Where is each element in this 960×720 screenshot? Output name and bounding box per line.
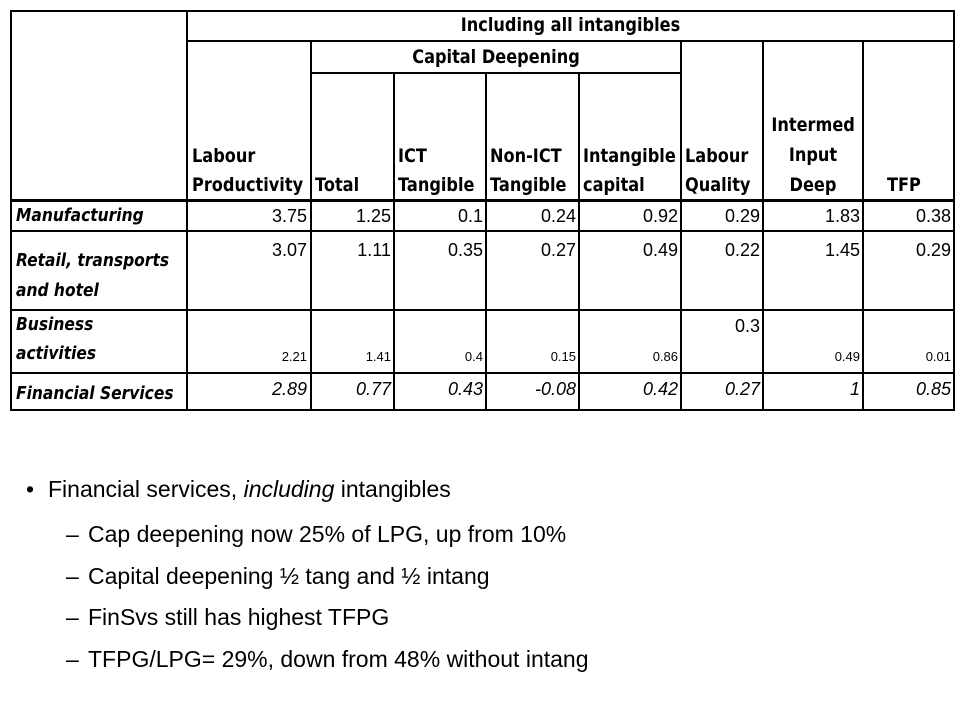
subgroup-header-rule — [310, 72, 680, 74]
table-cell: 0.43 — [447, 379, 483, 399]
row-label: Business — [16, 314, 94, 335]
sub-bullet-dash: – — [66, 521, 79, 547]
table-cell: 1.41 — [365, 349, 391, 364]
table-cell: 1 — [849, 379, 860, 399]
table-cell: 2.21 — [281, 349, 307, 364]
bullet-main-post: intangibles — [334, 476, 451, 502]
table-cell: 0.1 — [457, 206, 483, 226]
column-divider — [393, 72, 395, 411]
table-cell: 1.83 — [824, 206, 860, 226]
sub-bullet: Cap deepening now 25% of LPG, up from 10% — [88, 521, 567, 547]
column-divider — [862, 40, 864, 411]
group-header-rule — [186, 40, 955, 42]
column-header-line1: ICT — [398, 145, 427, 167]
bullet-main — [48, 472, 451, 506]
column-divider — [578, 72, 580, 411]
column-header-line2: capital — [583, 174, 645, 196]
column-header-line2: Deep — [789, 174, 837, 196]
column-header-line2: Tangible — [490, 174, 567, 196]
column-header-line1: Intangible — [583, 145, 676, 167]
table-cell: 0.35 — [447, 240, 483, 260]
table-cell: 0.27 — [724, 379, 760, 399]
table-border-bottom — [10, 409, 955, 411]
column-header-line0: Intermed — [771, 114, 855, 136]
table-cell: 1.11 — [357, 240, 391, 260]
row-rule-2 — [10, 309, 955, 311]
bullet-main-emphasis: including — [243, 476, 335, 502]
table-cell: 0.29 — [915, 240, 951, 260]
bullet-dot: • — [26, 476, 35, 502]
row-label: activities — [16, 343, 97, 364]
table-cell: 0.27 — [540, 240, 576, 260]
table-cell: 1.45 — [824, 240, 860, 260]
column-header-line2: TFP — [887, 174, 921, 196]
column-header-line1: Labour — [685, 145, 749, 167]
table-cell: 0.92 — [642, 206, 678, 226]
table-cell: 3.07 — [271, 240, 307, 260]
table-cell: 0.85 — [915, 379, 951, 399]
table-cell: 0.49 — [834, 349, 860, 364]
table-cell: 0.3 — [734, 316, 760, 336]
table-cell: 0.77 — [355, 379, 391, 399]
column-header-line1: Non-ICT — [490, 145, 562, 167]
column-header-line2: Tangible — [398, 174, 475, 196]
sub-bullet: FinSvs still has highest TFPG — [88, 604, 390, 630]
column-header-line1: Input — [788, 144, 838, 166]
bullet-main-pre: Financial services, — [48, 476, 244, 502]
sub-bullet: TFPG/LPG= 29%, down from 48% without intang — [88, 646, 589, 672]
column-divider — [310, 40, 312, 411]
table-cell: 0.24 — [540, 206, 576, 226]
column-divider — [485, 72, 487, 411]
column-header-line1: Labour — [192, 145, 256, 167]
row-label: Manufacturing — [16, 205, 144, 226]
sub-bullet-dash: – — [66, 604, 79, 630]
row-label-divider — [186, 10, 188, 411]
table-cell: 2.89 — [271, 379, 307, 399]
table-cell: 0.86 — [652, 349, 678, 364]
table-cell: 0.29 — [724, 206, 760, 226]
table-cell: 0.49 — [642, 240, 678, 260]
column-header-line2: Productivity — [192, 174, 304, 196]
table-cell: 1.25 — [355, 206, 391, 226]
table-cell: 0.38 — [915, 206, 951, 226]
table-cell: 0.01 — [925, 349, 951, 364]
table-border-right — [953, 10, 955, 411]
table-cell: 0.42 — [642, 379, 678, 399]
table-cell: 0.22 — [724, 240, 760, 260]
row-rule-1 — [10, 230, 955, 232]
column-divider — [680, 40, 682, 411]
table-cell: 0.15 — [550, 349, 576, 364]
subgroup-header: Capital Deepening — [412, 46, 580, 68]
sub-bullet: Capital deepening ½ tang and ½ intang — [88, 563, 490, 589]
column-header-line2: Total — [315, 174, 360, 196]
table-cell: -0.08 — [534, 379, 576, 399]
group-header: Including all intangibles — [460, 14, 681, 36]
sub-bullet-dash: – — [66, 563, 79, 589]
row-label: Financial Services — [16, 383, 174, 404]
row-label: and hotel — [16, 280, 99, 301]
column-header-line2: Quality — [685, 174, 751, 196]
column-divider — [762, 40, 764, 411]
table-cell: 3.75 — [271, 206, 307, 226]
sub-bullet-dash: – — [66, 646, 79, 672]
table-border-left — [10, 10, 12, 411]
row-label: Retail, transports — [16, 250, 170, 271]
table-cell: 0.4 — [464, 349, 483, 364]
row-rule-3 — [10, 372, 955, 374]
